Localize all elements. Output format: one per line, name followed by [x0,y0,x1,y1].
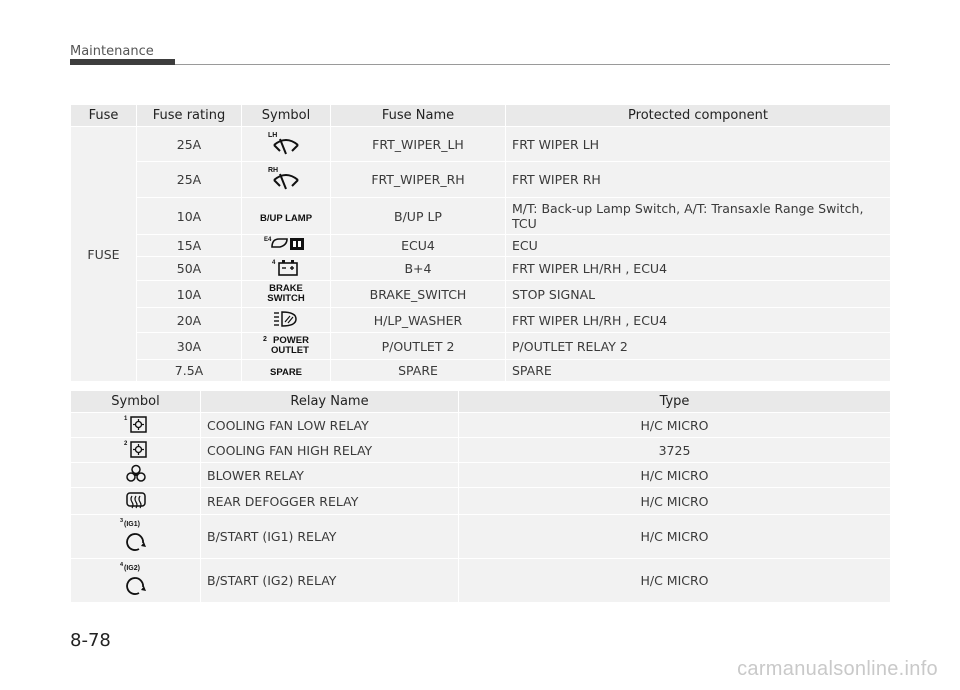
relay-name: B/START (IG2) RELAY [201,559,459,603]
svg-text:(IG2): (IG2) [123,565,140,572]
svg-text:4: 4 [119,562,123,568]
table-row [71,308,891,333]
protected-component: SPARE [506,360,891,382]
fuse-rating: 30A [137,333,242,360]
relay-name: COOLING FAN LOW RELAY [201,413,459,438]
fuse-symbol [242,308,331,333]
relay-symbol [71,438,201,463]
fuse-name: ECU4 [331,235,506,257]
header-type: Type [459,391,891,413]
table-row [71,127,891,162]
protected-component: STOP SIGNAL [506,281,891,308]
symbol-text [267,284,304,304]
table-row [71,333,891,360]
fuse-symbol [242,198,331,235]
fuse-symbol [242,235,331,257]
table-row [71,413,891,438]
fuse-name: SPARE [331,360,506,382]
relay-symbol [71,463,201,488]
relay-type: H/C MICRO [459,488,891,515]
protected-component: ECU [506,235,891,257]
table-row [71,198,891,235]
protected-component: FRT WIPER LH/RH , ECU4 [506,257,891,281]
table-row [71,257,891,281]
blower-fan-icon [125,464,147,487]
symbol-text: SPARE [269,367,303,378]
symbol-text-line2: OUTLET [270,344,309,356]
header-fuse-rating: Fuse rating [137,105,242,127]
relay-symbol [71,413,201,438]
fuse-symbol [242,360,331,382]
svg-text:RH: RH [268,167,279,174]
svg-text:3: 3 [119,518,123,524]
relay-symbol [71,559,201,603]
relay-symbol [71,515,201,559]
engine-ecu-icon [263,235,309,256]
cooling-fan-icon [123,414,149,437]
fuse-rating: 7.5A [137,360,242,382]
relay-name: BLOWER RELAY [201,463,459,488]
protected-component: FRT WIPER RH [506,162,891,198]
relay-name: REAR DEFOGGER RELAY [201,488,459,515]
wiper-icon [266,164,306,195]
fuse-symbol [242,127,331,162]
ignition-key-icon [119,516,153,557]
header-fuse-name: Fuse Name [331,105,506,127]
svg-text:2: 2 [123,440,127,447]
relay-name: B/START (IG1) RELAY [201,515,459,559]
fuse-name: B+4 [331,257,506,281]
relay-type: H/C MICRO [459,413,891,438]
relay-type: H/C MICRO [459,515,891,559]
symbol-text-line2: SWITCH [267,292,305,304]
header-relay-name: Relay Name [201,391,459,413]
section-title: Maintenance [70,44,154,59]
symbol-text [271,336,309,356]
fuse-table [70,104,891,382]
fuse-name: FRT_WIPER_LH [331,127,506,162]
fuse-rating: 25A [137,162,242,198]
fuse-name: B/UP LP [331,198,506,235]
fuse-rating: 20A [137,308,242,333]
cooling-fan-icon [123,439,149,462]
header-symbol: Symbol [242,105,331,127]
fuse-symbol [242,257,331,281]
fuse-rating: 50A [137,257,242,281]
relay-type: H/C MICRO [459,559,891,603]
table-row [71,515,891,559]
watermark: carmanualsonline.info [737,658,938,680]
battery-icon [271,257,301,280]
relay-type: 3725 [459,438,891,463]
svg-text:1: 1 [123,415,127,422]
table-row [71,281,891,308]
fuse-name: FRT_WIPER_RH [331,162,506,198]
header-symbol: Symbol [71,391,201,413]
fuse-name: H/LP_WASHER [331,308,506,333]
symbol-text-line1: POWER [273,335,309,347]
header-fuse: Fuse [71,105,137,127]
table-row [71,559,891,603]
svg-text:LH: LH [268,131,278,139]
fuse-rating: 10A [137,198,242,235]
svg-text:E4: E4 [264,237,272,243]
protected-component: P/OUTLET RELAY 2 [506,333,891,360]
relay-symbol [71,488,201,515]
fuse-rating: 10A [137,281,242,308]
fuse-symbol [242,333,331,360]
fuse-rating: 15A [137,235,242,257]
svg-text:4: 4 [272,260,276,266]
section-bar [70,59,175,65]
table-row [71,438,891,463]
fuse-symbol [242,281,331,308]
symbol-text-line1: BRAKE [269,283,303,295]
fuse-name: P/OUTLET 2 [331,333,506,360]
header-protected-component: Protected component [506,105,891,127]
symbol-superscript: 2 [263,336,267,344]
table-row [71,488,891,515]
protected-component: FRT WIPER LH/RH , ECU4 [506,308,891,333]
fuse-symbol [242,162,331,198]
table-row [71,463,891,488]
protected-component: M/T: Back-up Lamp Switch, A/T: Transaxle Range Switch, TCU [506,198,891,235]
table-row [71,360,891,382]
relay-table [70,390,891,603]
relay-name: COOLING FAN HIGH RELAY [201,438,459,463]
fuse-table-header [71,105,891,127]
fuse-group-cell: FUSE [71,127,137,382]
section-rule [175,64,890,65]
svg-text:(IG1): (IG1) [123,521,140,528]
protected-component: FRT WIPER LH [506,127,891,162]
headlamp-washer-icon [272,309,300,332]
table-row [71,235,891,257]
rear-defogger-icon [124,490,148,513]
table-row [71,162,891,198]
ignition-key-icon [119,560,153,601]
symbol-text: B/UP LAMP [259,212,313,224]
fuse-name: BRAKE_SWITCH [331,281,506,308]
fuse-rating: 25A [137,127,242,162]
relay-type: H/C MICRO [459,463,891,488]
page-number: 8-78 [70,630,111,651]
relay-table-header [71,391,891,413]
wiper-icon [266,129,306,160]
